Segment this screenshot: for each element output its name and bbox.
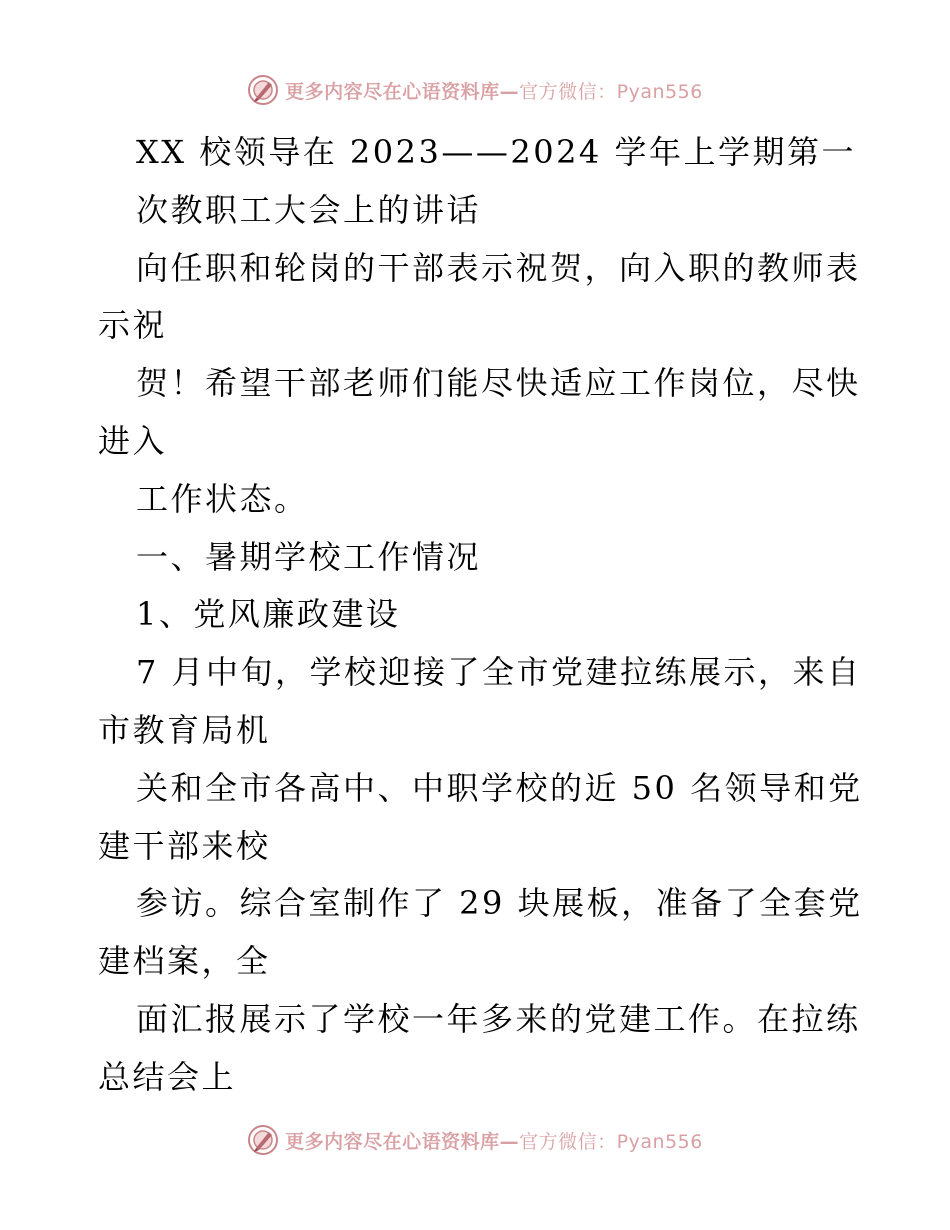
watermark-dash: —: [499, 80, 520, 103]
watermark-text: [285, 77, 703, 104]
pen-logo-icon: [247, 74, 279, 106]
text-line: 面汇报展示了学校一年多来的党建工作。在拉练: [136, 999, 861, 1038]
header-watermark: [0, 70, 950, 110]
text-line: 示祝: [98, 306, 168, 345]
text-line: 进入: [98, 421, 168, 460]
watermark-brand: 更多内容尽在心语资料库: [285, 80, 500, 103]
text-line: 总结会上: [98, 1057, 237, 1096]
watermark-brand: 更多内容尽在心语资料库: [285, 1130, 500, 1153]
text-line: 1、党风廉政建设: [136, 595, 401, 634]
text-line: 关和全市各高中、中职学校的近 50 名领导和党: [136, 768, 863, 807]
watermark-text: [285, 1127, 703, 1154]
watermark-dash: —: [499, 1130, 520, 1153]
watermark-contact: 官方微信：Pyan556: [519, 80, 703, 103]
document-body: [98, 124, 868, 1107]
text-line: XX 校领导在 2023——2024 学年上学期第一: [136, 133, 856, 171]
text-line: 参访。综合室制作了 29 块展板，准备了全套党: [136, 884, 863, 923]
text-line: 向任职和轮岗的干部表示祝贺，向入职的教师表: [136, 248, 861, 287]
text-line: 市教育局机: [98, 710, 271, 749]
footer-watermark: [0, 1120, 950, 1160]
text-line: 建档案，全: [98, 942, 271, 981]
text-line: 次教职工大会上的讲话: [136, 190, 482, 229]
text-line: 建干部来校: [98, 826, 271, 865]
watermark-contact: 官方微信：Pyan556: [519, 1130, 703, 1153]
text-line: 7 月中旬，学校迎接了全市党建拉练展示，来自: [136, 653, 862, 692]
text-line: 一、暑期学校工作情况: [136, 537, 482, 576]
text-line: 工作状态。: [136, 479, 309, 518]
text-line: 贺！希望干部老师们能尽快适应工作岗位，尽快: [136, 364, 861, 403]
pen-logo-icon: [247, 1124, 279, 1156]
